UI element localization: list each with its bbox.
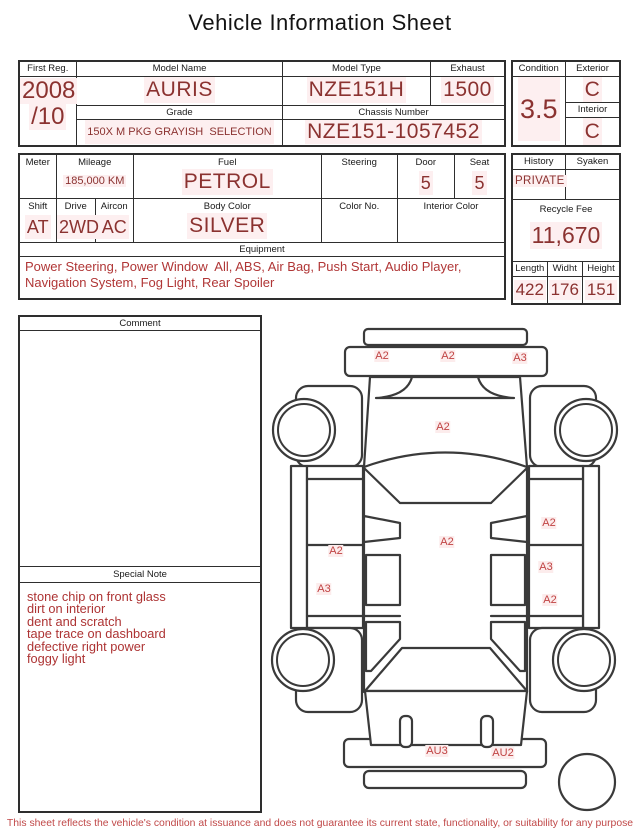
exterior-value: C [584, 78, 601, 101]
special-note-line: defective right power [27, 638, 146, 654]
damage-diagram [262, 315, 640, 815]
damage-marker-a2: A2 [436, 421, 450, 433]
mileage-value: 185,000 KM [65, 175, 125, 187]
steering-cell [322, 155, 398, 199]
identity-table [18, 60, 506, 147]
damage-marker-a3: A3 [539, 561, 553, 573]
shift-cell [20, 199, 57, 243]
damage-diagram-labels [262, 315, 640, 815]
width-label: Widht [548, 262, 582, 277]
equipment-value: Power Steering, Power Window All, ABS, Air Bag, Push Start, Audio Player, Navigation System, Fog Light, Rear Spoiler [25, 259, 466, 290]
first-reg-value: 2008 /10 [22, 77, 76, 130]
mileage-label: Mileage [78, 157, 112, 168]
recycle-fee-cell [513, 200, 619, 262]
exterior-label: Exterior [566, 62, 619, 77]
drive-cell [57, 199, 99, 243]
model-type-value: NZE151H [283, 77, 431, 105]
damage-marker-a3: A3 [513, 352, 527, 364]
equipment-label: Equipment [20, 243, 504, 257]
condition-label: Condition [513, 62, 565, 77]
damage-marker-a3: A3 [317, 583, 331, 595]
syaken-cell [566, 155, 619, 200]
chassis-number-label: Chassis Number [283, 105, 504, 120]
aircon-value: AC [101, 217, 127, 237]
color-no-cell [322, 199, 398, 243]
disclaimer-text: This sheet reflects the vehicle's condition at issuance and does not guarantee its current state, functionality, or suitability for any purpose [6, 818, 634, 829]
condition-value: 3.5 [513, 77, 565, 145]
damage-marker-a2: A2 [543, 594, 557, 606]
body-color-label: Body Color [203, 201, 251, 212]
grade-label: Grade [77, 105, 283, 120]
damage-marker-a2: A2 [440, 536, 454, 548]
chassis-number-value: NZE151-1057452 [307, 120, 480, 143]
drive-value: 2WD [59, 217, 99, 237]
first-reg-label: First Reg. [20, 62, 76, 77]
seat-label: Seat [469, 157, 490, 168]
damage-marker-au2: AU2 [492, 747, 514, 759]
door-cell [398, 155, 455, 199]
special-note-line: stone chip on front glass [27, 589, 166, 604]
special-note-line: foggy light [27, 651, 86, 667]
body-color-cell [134, 199, 322, 243]
fuel-value: PETROL [183, 170, 271, 193]
height-label: Height [583, 262, 619, 277]
comment-label: Comment [20, 317, 260, 331]
history-label: History [513, 155, 565, 170]
condition-cell [513, 62, 566, 145]
aircon-cell [96, 199, 134, 243]
recycle-fee-value: 11,670 [531, 222, 601, 248]
syaken-label: Syaken [566, 155, 619, 170]
comment-value [20, 331, 260, 566]
special-note-label: Special Note [20, 566, 260, 583]
condition-table [511, 60, 621, 147]
width-cell [548, 262, 583, 303]
interior-color-label: Interior Color [423, 201, 479, 212]
damage-marker-a2: A2 [329, 545, 343, 557]
model-name-value: AURIS [77, 77, 283, 105]
damage-marker-au3: AU3 [426, 745, 448, 757]
mileage-cell [57, 155, 134, 199]
seat-cell [455, 155, 504, 199]
special-note-line: dent and scratch [27, 613, 122, 629]
height-value: 151 [586, 280, 616, 299]
special-note-line: dirt on interior [27, 601, 106, 617]
model-name-label: Model Name [77, 62, 283, 77]
shift-value: AT [26, 217, 49, 237]
damage-marker-a2: A2 [375, 350, 389, 362]
meter-cell [20, 155, 57, 199]
damage-marker-a2: A2 [542, 517, 556, 529]
color-no-label: Color No. [339, 201, 380, 212]
interior-value: C [584, 120, 601, 143]
door-value: 5 [420, 173, 431, 193]
steering-label: Steering [341, 157, 377, 168]
special-note-value [20, 583, 260, 811]
special-note-line: tape trace on dashboard [27, 626, 166, 642]
length-label: Length [513, 262, 547, 277]
aircon-label: Aircon [100, 201, 128, 212]
interior-color-cell [398, 199, 504, 243]
length-value: 422 [515, 280, 544, 299]
interior-label: Interior [566, 102, 619, 118]
length-cell [513, 262, 548, 303]
history-value: PRIVATE [515, 175, 565, 187]
door-label: Door [415, 157, 437, 168]
comment-box [18, 315, 262, 813]
shift-label: Shift [28, 201, 48, 212]
first-reg-cell [20, 62, 77, 145]
spec-table [18, 153, 506, 300]
model-type-label: Model Type [283, 62, 431, 77]
fuel-cell [134, 155, 322, 199]
recycle-fee-label: Recycle Fee [539, 204, 593, 215]
page-title: Vehicle Information Sheet [188, 10, 452, 35]
meter-label: Meter [25, 157, 50, 168]
fuel-label: Fuel [218, 157, 237, 168]
seat-value: 5 [474, 173, 485, 193]
exhaust-value: 1500 [443, 78, 492, 101]
width-value: 176 [550, 280, 579, 299]
body-color-value: SILVER [189, 214, 266, 237]
history-cell [513, 155, 566, 200]
grade-value: 150X M PKG GRAYISH SELECTION [77, 120, 283, 145]
height-cell [583, 262, 619, 303]
history-table [511, 153, 621, 305]
drive-label: Drive [64, 201, 87, 212]
exhaust-label: Exhaust [431, 62, 504, 77]
damage-marker-a2: A2 [441, 350, 455, 362]
